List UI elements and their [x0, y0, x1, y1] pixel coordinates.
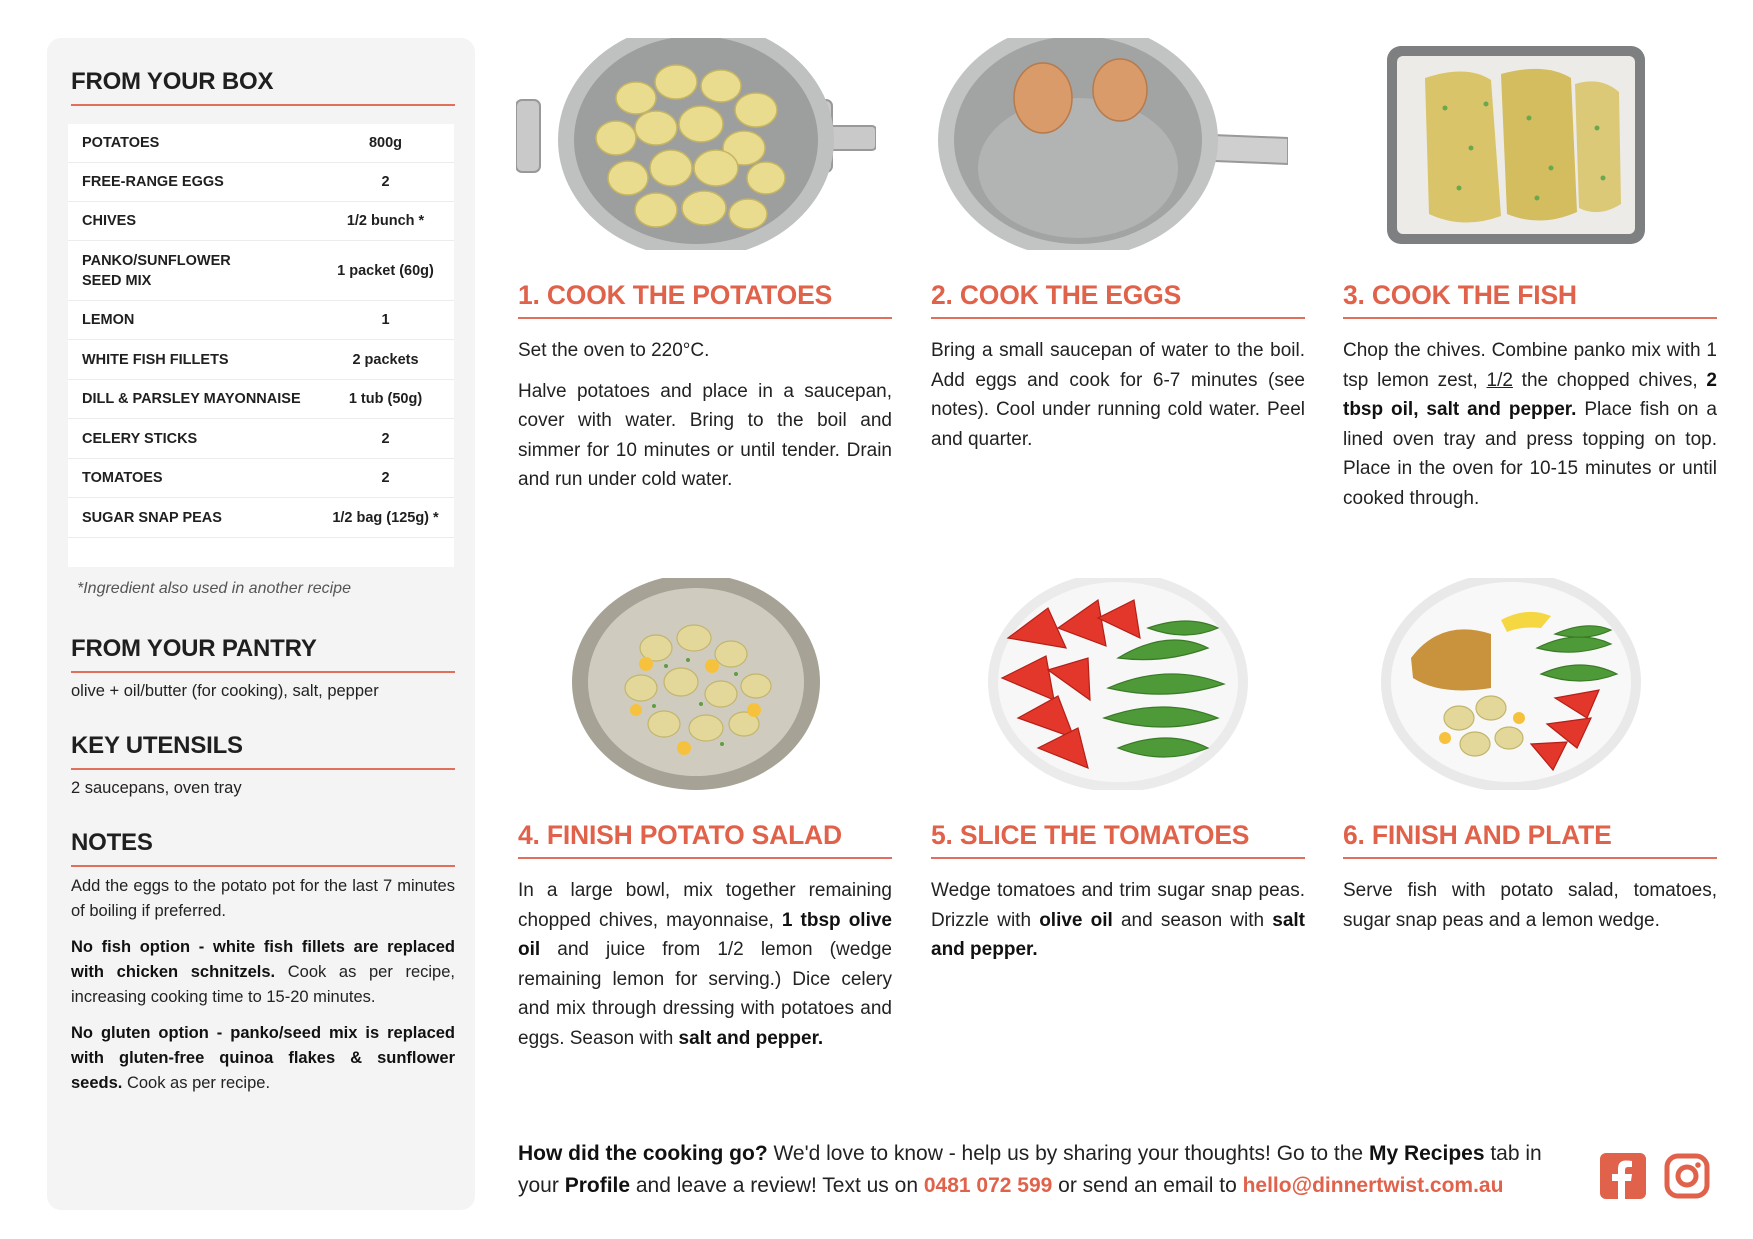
note-no-gluten: [71, 1021, 455, 1096]
step-1-oven: Set the oven to 220°C.: [518, 340, 710, 361]
from-your-box-heading: FROM YOUR BOX: [71, 68, 455, 106]
instagram-icon[interactable]: [1664, 1153, 1710, 1199]
ingredient-qty: 2 packets: [352, 351, 419, 368]
step-3-text-c: Place fish on a lined oven tray and press topping on top. Place in the oven for 10-15 minutes or until cooked through.: [1343, 399, 1717, 509]
ingredient-row: [68, 498, 454, 538]
feedback-footer: [518, 1138, 1588, 1201]
ingredient-row: [68, 163, 454, 202]
ingredient-qty: 1 tub (50g): [348, 391, 423, 407]
ingredient-row: [68, 241, 454, 301]
ingredient-qty: 1/2 bunch *: [346, 213, 425, 229]
step-5-text-a: Wedge tomatoes and trim sugar snap peas. Drizzle with: [931, 880, 1305, 931]
note-no-fish: [71, 935, 455, 1010]
ingredient-name: PANKO/SUNFLOWER SEED MIX: [82, 252, 231, 289]
step-5-bold-seasoning: salt and pepper.: [931, 909, 1306, 960]
ingredient-name: CELERY STICKS: [82, 430, 198, 447]
ingredient-name: FREE-RANGE EGGS: [82, 174, 224, 190]
ingredient-row: [68, 202, 454, 241]
pantry-text: olive + oil/butter (for cooking), salt, pepper: [71, 682, 379, 700]
potato-salad-image: [516, 578, 876, 790]
step-1-title: 1. COOK THE POTATOES: [518, 280, 892, 319]
step-6-body: [1343, 876, 1717, 946]
ingredient-row: [68, 301, 454, 340]
notes-heading: NOTES: [71, 829, 455, 867]
feedback-text-d: or send an email to: [1052, 1173, 1243, 1197]
ingredient-qty: 1/2 bag (125g) *: [332, 509, 439, 526]
step-2-body: [931, 336, 1305, 465]
step-1-potatoes: Halve potatoes and place in a saucepan, cover with water. Bring to the boil and simmer for 10 minutes or until tender. Drain and run under cold water.: [518, 380, 892, 490]
step-5-body: [931, 876, 1305, 976]
feedback-question: How did the cooking go?: [518, 1142, 768, 1165]
step-3-bold: 2 tbsp oil, salt and pepper.: [1343, 369, 1717, 420]
notes-body: [71, 874, 455, 1107]
email-link[interactable]: hello@dinnertwist.com.au: [1242, 1173, 1504, 1197]
facebook-icon[interactable]: [1600, 1153, 1646, 1199]
fish-tray-image: [1341, 38, 1701, 250]
ingredient-name: CHIVES: [82, 213, 136, 229]
note-eggs: Add the eggs to the potato pot for the last 7 minutes of boiling if preferred.: [71, 877, 455, 920]
sidebar: [47, 38, 475, 1210]
ingredient-name: TOMATOES: [82, 470, 163, 486]
step-4-title: 4. FINISH POTATO SALAD: [518, 820, 892, 859]
step-4-bold-oil: 1 tbsp olive oil: [518, 909, 892, 960]
step-3-fraction: 1/2: [1486, 369, 1513, 391]
step-3-text-b: the chopped chives,: [1512, 369, 1707, 391]
ingredients-table: [68, 124, 454, 567]
step-4-text-b: and juice from 1/2 lemon (wedge remaining lemon for serving.) Dice celery and mix through dressing with potatoes and eggs. Season with: [518, 939, 892, 1049]
from-your-pantry-heading: FROM YOUR PANTRY: [71, 635, 455, 673]
feedback-text-c: and leave a review! Text us on: [630, 1173, 924, 1197]
step-3-body: [1343, 336, 1717, 524]
note-no-gluten-bold: No gluten option - panko/seed mix is replaced with gluten-free quinoa flakes & sunflower seeds.: [71, 1024, 455, 1092]
phone-number-link[interactable]: 0481 072 599: [923, 1173, 1053, 1197]
step-4-bold-seasoning: salt and pepper.: [678, 1027, 824, 1049]
feedback-text-b: tab in your: [518, 1142, 1542, 1197]
ingredient-qty: 1 packet (60g): [337, 262, 434, 279]
ingredient-qty: 2: [381, 174, 390, 190]
ingredient-name: WHITE FISH FILLETS: [82, 351, 229, 368]
step-2-text: Bring a small saucepan of water to the boil. Add eggs and cook for 6-7 minutes (see notes). Cool under running cold water. Peel and quarter.: [931, 340, 1305, 450]
tomatoes-peas-image: [928, 578, 1288, 790]
ingredient-name: SUGAR SNAP PEAS: [82, 509, 222, 526]
note-no-fish-rest: Cook as per recipe, increasing cooking time to 15-20 minutes.: [71, 963, 455, 1006]
feedback-text-a: We'd love to know - help us by sharing your thoughts! Go to the: [767, 1142, 1369, 1165]
step-3-title: 3. COOK THE FISH: [1343, 280, 1717, 319]
ingredient-footnote: *Ingredient also used in another recipe: [77, 580, 351, 597]
ingredient-row: [68, 340, 454, 380]
note-no-gluten-rest: Cook as per recipe.: [122, 1074, 271, 1092]
ingredient-row: [68, 459, 454, 498]
my-recipes-label: My Recipes: [1368, 1142, 1485, 1165]
ingredient-name: DILL & PARSLEY MAYONNAISE: [82, 391, 301, 407]
ingredient-row: [68, 124, 454, 163]
step-5-text: [931, 876, 1305, 965]
utensils-text: 2 saucepans, oven tray: [71, 779, 242, 797]
ingredient-qty: 800g: [368, 135, 403, 151]
step-1-body: [518, 336, 892, 506]
potatoes-saucepan-image: [516, 38, 876, 250]
step-3-text-a: Chop the chives. Combine panko mix with 1 tsp lemon zest,: [1343, 340, 1717, 391]
note-no-fish-bold: No fish option - white fish fillets are replaced with chicken schnitzels.: [71, 938, 455, 981]
step-6-title: 6. FINISH AND PLATE: [1343, 820, 1717, 859]
ingredient-qty: 1: [381, 312, 390, 328]
ingredient-qty: 2: [381, 470, 390, 486]
step-5-bold-oil: olive oil: [1039, 909, 1113, 931]
ingredient-name: POTATOES: [82, 135, 160, 151]
ingredient-qty: 2: [381, 430, 390, 447]
ingredient-row: [68, 419, 454, 459]
ingredient-name: LEMON: [82, 312, 135, 328]
step-2-title: 2. COOK THE EGGS: [931, 280, 1305, 319]
key-utensils-heading: KEY UTENSILS: [71, 732, 455, 770]
step-4-body: [518, 876, 892, 1064]
eggs-saucepan-image: [928, 38, 1288, 250]
step-4-text: [518, 876, 892, 1053]
finished-plate-image: [1341, 578, 1701, 790]
step-6-text: Serve fish with potato salad, tomatoes, sugar snap peas and a lemon wedge.: [1343, 880, 1717, 931]
step-5-title: 5. SLICE THE TOMATOES: [931, 820, 1305, 859]
profile-label: Profile: [564, 1173, 631, 1197]
step-3-text: [1343, 336, 1717, 513]
ingredient-row: [68, 380, 454, 419]
step-4-text-a: In a large bowl, mix together remaining chopped chives, mayonnaise,: [518, 880, 892, 931]
step-5-text-b: and season with: [1112, 909, 1273, 931]
